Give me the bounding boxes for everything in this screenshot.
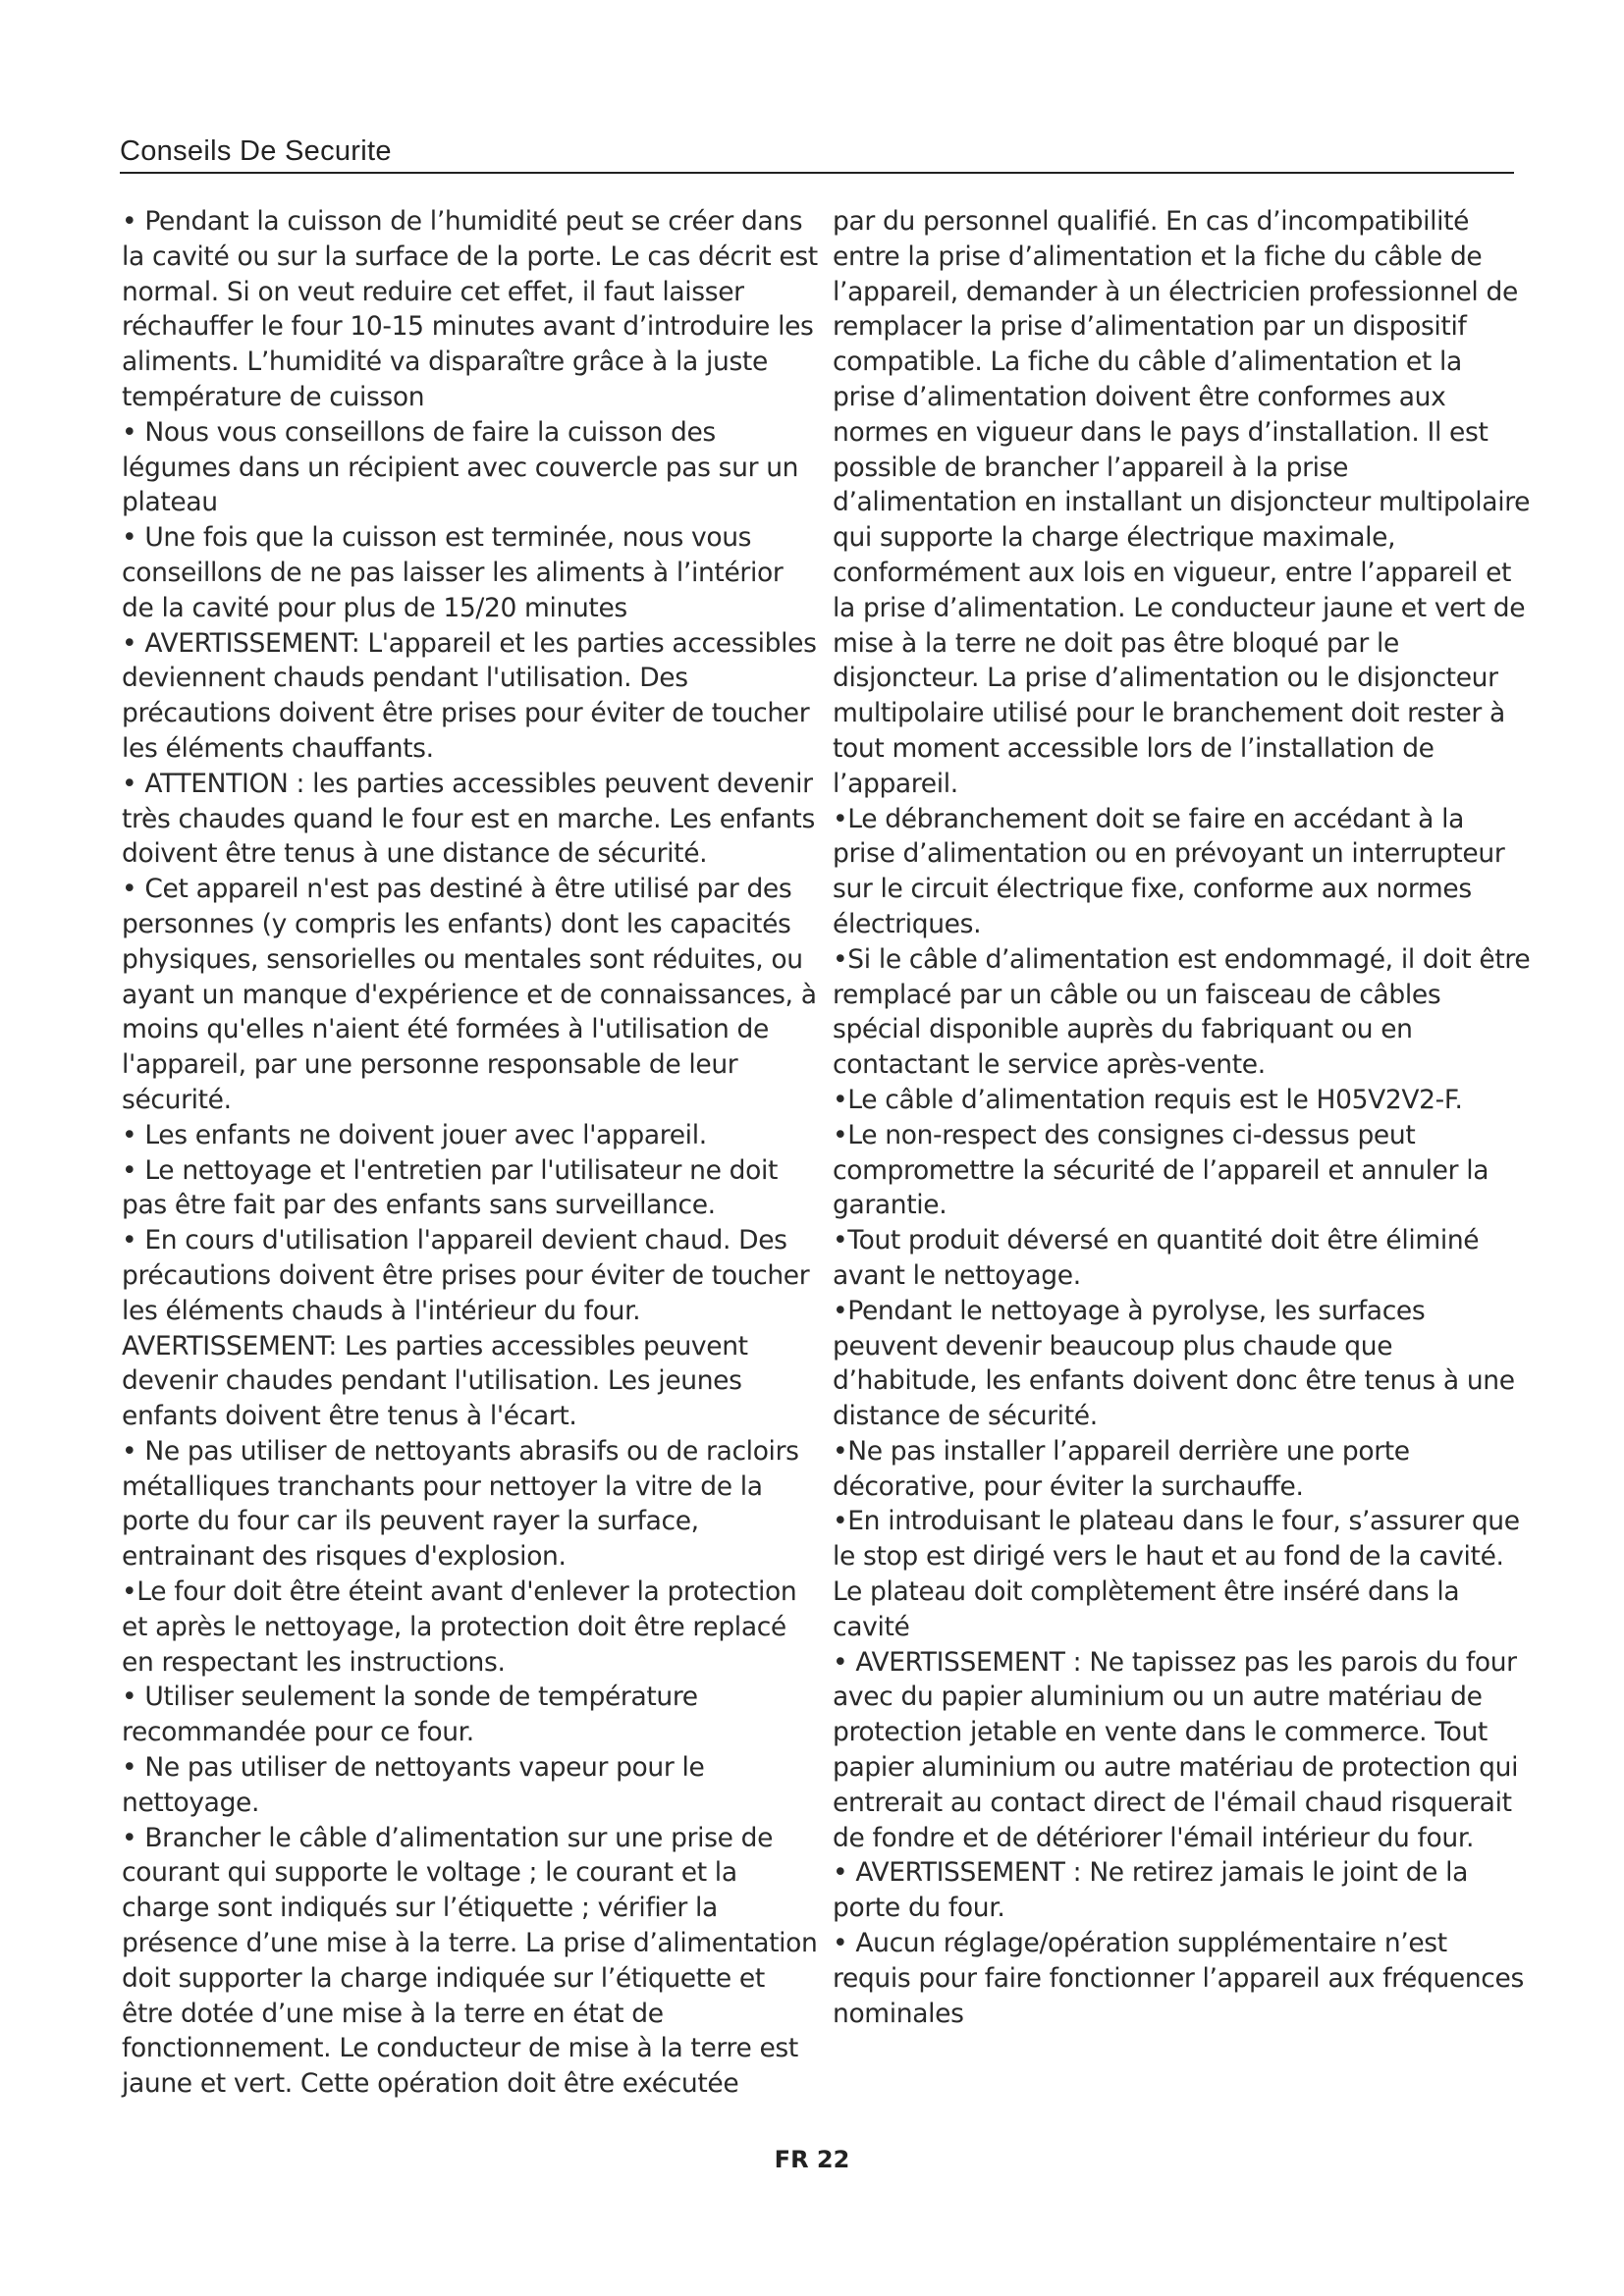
paragraph: • Nous vous conseillons de faire la cuisson des légumes dans un récipient avec couvercle pas sur un plateau	[122, 416, 799, 518]
paragraph: •Le non-respect des consignes ci-dessus peut compromettre la sécurité de l’appareil et annuler la garantie.	[833, 1119, 1489, 1221]
paragraph: • Brancher le câble d’alimentation sur une prise de courant qui supporte le voltage ; le courant et la charge sont indiqués sur l’étiquette ; vérifier la présence d’une mise à la terre. La prise d’alimentation doit supporter la charge indiquée sur l’étiquette et être dotée d’une mise à la terre en état de fonctionnement. Le conducteur de mise à la terre est jaune et vert. Cette opération doit être exécutée	[122, 1822, 818, 2100]
page-header	[120, 133, 1514, 174]
paragraph: • Aucun réglage/opération supplémentaire n’est requis pour faire fonctionner l’appareil aux fréquences nominales	[833, 1928, 1524, 2029]
section-title: Conseils De Securite	[120, 135, 392, 167]
paragraph: •Le four doit être éteint avant d'enlever la protection et après le nettoyage, la protection doit être replacé en respectant les instructions.	[122, 1576, 797, 1678]
paragraph: •Le câble d’alimentation requis est le H05V2V2-F.	[833, 1084, 1463, 1115]
paragraph: •Pendant le nettoyage à pyrolyse, les surfaces peuvent devenir beaucoup plus chaude que d’habitude, les enfants doivent donc être tenus à une distance de sécurité.	[833, 1295, 1515, 1432]
paragraph: • Le nettoyage et l'entretien par l'utilisateur ne doit pas être fait par des enfants sans surveillance.	[122, 1154, 779, 1221]
paragraph: •Ne pas installer l’appareil derrière une porte décorative, pour éviter la surchauffe.	[833, 1435, 1410, 1502]
paragraph: •Si le câble d’alimentation est endommagé, il doit être remplacé par un câble ou un faisceau de câbles spécial disponible auprès du fabriquant ou en contactant le service après-vente.	[833, 943, 1531, 1081]
paragraph: • AVERTISSEMENT: L'appareil et les parties accessibles deviennent chauds pendant l'utilisation. Des précautions doivent être prises pour éviter de toucher les éléments chauffants.	[122, 627, 817, 764]
paragraph: • Cet appareil n'est pas destiné à être utilisé par des personnes (y compris les enfants) dont les capacités physiques, sensorielles ou mentales sont réduites, ou ayant un manque d'expérience et de connaissances, à moins qu'elles n'aient été formées à l'utilisation de l'appareil, par une personne responsable de leur sécurité.	[122, 874, 817, 1115]
paragraph: • Ne pas utiliser de nettoyants vapeur pour le nettoyage.	[122, 1752, 705, 1818]
paragraph: • AVERTISSEMENT : Ne retirez jamais le joint de la porte du four.	[833, 1857, 1469, 1924]
paragraph: •En introduisant le plateau dans le four, s’assurer que le stop est dirigé vers le haut et au fond de la cavité.	[833, 1506, 1520, 1573]
paragraph: • En cours d'utilisation l'appareil devient chaud. Des précautions doivent être prises pour éviter de toucher les éléments chauds à l'intérieur du four. AVERTISSEMENT: Les parties accessibles peuvent devenir chaudes pendant l'utilisation. Les jeunes enfants doivent être tenus à l'écart.	[122, 1225, 810, 1432]
paragraph: • Une fois que la cuisson est terminée, nous vous conseillons de ne pas laisser les aliments à l’intérior de la cavité pour plus de 15/20 minutes	[122, 522, 784, 623]
paragraph: •Le débranchement doit se faire en accédant à la prise d’alimentation ou en prévoyant un interrupteur sur le circuit électrique fixe, conforme aux normes électriques.	[833, 803, 1505, 939]
paragraph: Le plateau doit complètement être inséré dans la cavité	[833, 1576, 1460, 1642]
right-column	[833, 204, 1532, 2031]
paragraph: par du personnel qualifié. En cas d’incompatibilité entre la prise d’alimentation et la fiche du câble de l’appareil, demander à un électricien professionnel de remplacer la prise d’alimentation par un dispositif compatible. La fiche du câble d’alimentation et la prise d’alimentation doivent être conformes aux normes en vigueur dans le pays d’installation. Il est possible de brancher l’appareil à la prise d’alimentation en installant un disjoncteur multipolaire qui supporte la charge électrique maximale, conformément aux lois en vigueur, entre l’appareil et la prise d’alimentation. Le conducteur jaune et vert de mise à la terre ne doit pas être bloqué par le disjoncteur. La prise d’alimentation ou le disjoncteur multipolaire utilisé pour le branchement doit rester à tout moment accessible lors de l’installation de l’appareil.	[833, 206, 1531, 799]
paragraph: • Pendant la cuisson de l’humidité peut se créer dans la cavité ou sur la surface de la porte. Le cas décrit est normal. Si on veut reduire cet effet, il faut laisser réchauffer le four 10-15 minutes avant d’introduire les aliments. L’humidité va disparaître grâce à la juste température de cuisson	[122, 206, 818, 412]
paragraph: • Les enfants ne doivent jouer avec l'appareil.	[122, 1119, 707, 1150]
page-number: FR 22	[774, 2146, 850, 2173]
left-column	[122, 204, 821, 2102]
paragraph: •Tout produit déversé en quantité doit être éliminé avant le nettoyage.	[833, 1225, 1480, 1291]
paragraph: • ATTENTION : les parties accessibles peuvent devenir très chaudes quand le four est en marche. Les enfants doivent être tenus à une distance de sécurité.	[122, 768, 815, 870]
paragraph: • Ne pas utiliser de nettoyants abrasifs ou de racloirs métalliques tranchants pour nettoyer la vitre de la porte du four car ils peuvent rayer la surface, entrainant des risques d'explosion.	[122, 1435, 799, 1573]
paragraph: • AVERTISSEMENT : Ne tapissez pas les parois du four avec du papier aluminium ou un autre matériau de protection jetable en vente dans le commerce. Tout papier aluminium ou autre matériau de protection qui entrerait au contact direct de l'émail chaud risquerait de fondre et de détériorer l'émail intérieur du four.	[833, 1646, 1519, 1853]
paragraph: • Utiliser seulement la sonde de température recommandée pour ce four.	[122, 1682, 698, 1748]
